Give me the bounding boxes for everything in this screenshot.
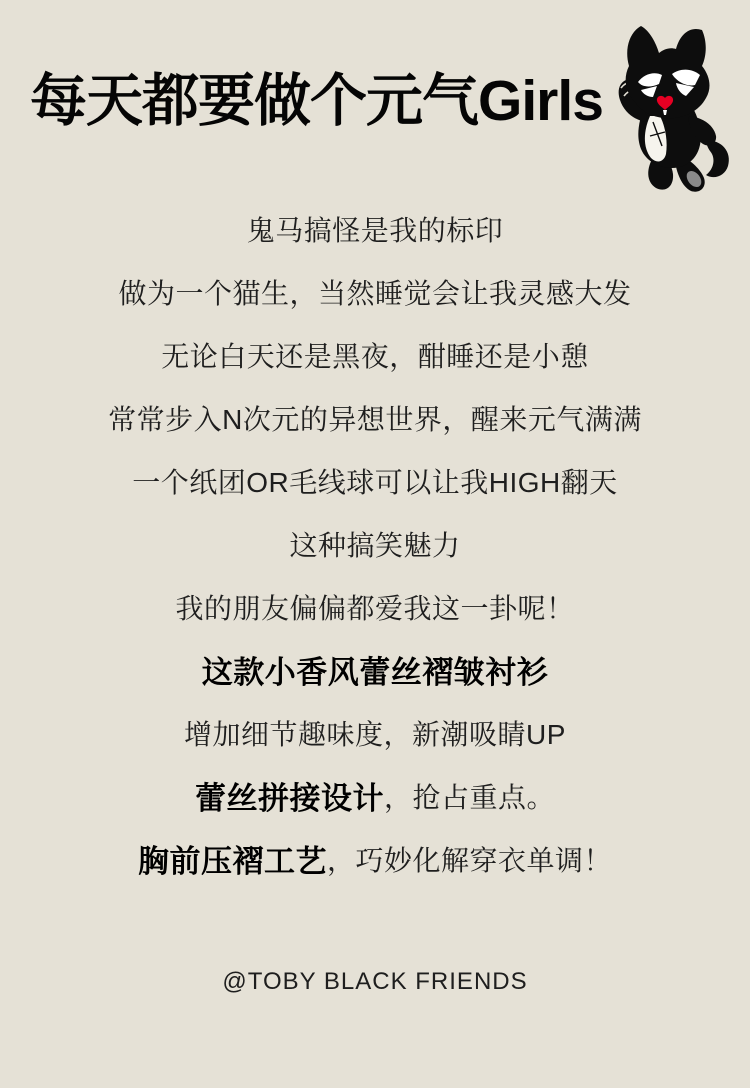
page-title: 每天都要做个元气Girls [30,69,603,133]
body-line-2 [0,260,750,323]
body-line-7 [0,575,750,638]
body-line-6 [0,512,750,575]
body-text: 无论白天还是黑夜，酣睡还是小憩 [161,340,589,372]
body-line-10-feature-lace [0,764,750,827]
body-line-8-product-highlight [0,638,750,701]
body-line-3 [0,323,750,386]
black-cat-illustration [610,22,744,198]
body-text: 我的朋友偏偏都爱我这一卦呢！ [175,592,575,624]
body-text-bold: 胸前压褶工艺 [137,844,327,879]
body-text: 常常步入N次元的异想世界，醒来元气满满 [108,403,642,435]
body-text: 鬼马搞怪是我的标印 [246,214,504,246]
body-copy [0,197,750,890]
body-line-4 [0,386,750,449]
body-line-9 [0,701,750,764]
body-text-bold: 蕾丝拼接设计 [194,781,384,816]
body-line-5 [0,449,750,512]
body-text: 做为一个猫生，当然睡觉会让我灵感大发 [118,277,632,309]
body-line-11-feature-pleat [0,827,750,890]
body-text-bold: 这款小香风蕾丝褶皱衬衫 [201,655,549,690]
body-text: 这种搞笑魅力 [289,529,461,561]
brand-handle: @TOBY BLACK FRIENDS [222,968,528,995]
body-text: 一个纸团OR毛线球可以让我HIGH翻天 [132,466,618,498]
body-text: ，巧妙化解穿衣单调！ [326,844,612,876]
tmall-black-cat-mascot-icon [610,22,744,198]
body-text: ，抢占重点。 [383,781,555,813]
body-line-1 [0,197,750,260]
body-text: 增加细节趣味度，新潮吸睛UP [184,718,566,750]
